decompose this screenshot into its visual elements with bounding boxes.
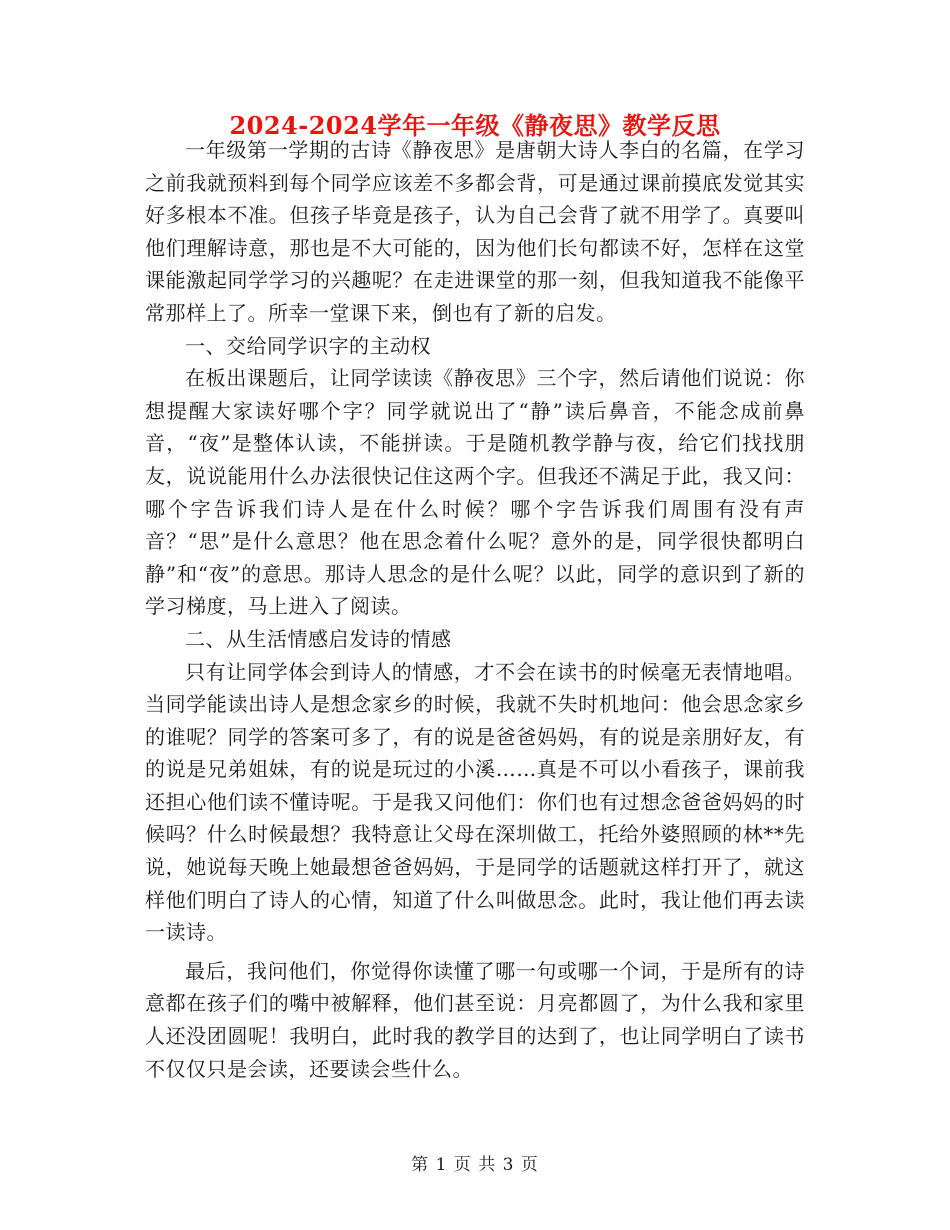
document-body — [145, 134, 805, 1085]
paragraph-conclusion: 最后，我问他们，你觉得你读懂了哪一句或哪一个词，于是所有的诗意都在孩子们的嘴中被解释，他们甚至说：月亮都圆了，为什么我和家里人还没团圆呢！我明白，此时我的教学目的达到了，也让同学明白了读书不仅仅只是会读，还要读会些什么。 — [145, 958, 805, 1081]
paragraph-section-1: 在板出课题后，让同学读读《静夜思》三个字，然后请他们说说：你想提醒大家读好哪个字？同学就说出了“静”读后鼻音，不能念成前鼻音，“夜”是整体认读，不能拼读。于是随机教学静与夜，给它们找找朋友，说说能用什么办法很快记住这两个字。但我还不满足于此，我又问：哪个字告诉我们诗人是在什么时候？哪个字告诉我们周围有没有声音？“思”是什么意思？他在思念着什么呢？意外的是，同学很快都明白静”和“夜”的意思。那诗人思念的是什么呢？以此，同学的意识到了新的学习梯度，马上进入了阅读。 — [145, 366, 805, 619]
document-title: 2024-2024学年一年级《静夜思》教学反思 — [229, 111, 721, 140]
paragraph-intro: 一年级第一学期的古诗《静夜思》是唐朝大诗人李白的名篇，在学习之前我就预料到每个同学应该差不多都会背，可是通过课前摸底发觉其实好多根本不准。但孩子毕竟是孩子，认为自己会背了就不用学了。真要叫他们理解诗意，那也是不大可能的，因为他们长句都读不好，怎样在这堂课能激起同学学习的兴趣呢？在走进课堂的那一刻，但我知道我不能像平常那样上了。所幸一堂课下来，倒也有了新的启发。 — [145, 138, 805, 325]
paragraph-section-2: 只有让同学体会到诗人的情感，才不会在读书的时候毫无表情地唱。当同学能读出诗人是想念家乡的时候，我就不失时机地问：他会思念家乡的谁呢？同学的答案可多了，有的说是爸爸妈妈，有的说是亲朋好友，有的说是兄弟姐妹，有的说是玩过的小溪……真是不可以小看孩子，课前我还担心他们读不懂诗呢。于是我又问他们：你们也有过想念爸爸妈妈的时候吗？什么时候最想？我特意让父母在深圳做工，托给外婆照顾的林**先说，她说每天晚上她最想爸爸妈妈，于是同学的话题就这样打开了，就这样他们明白了诗人的心情，知道了什么叫做思念。此时，我让他们再去读一读诗。 — [145, 659, 805, 945]
section-heading-2: 二、从生活情感启发诗的情感 — [185, 626, 452, 651]
page-footer: 第 1 页 共 3 页 — [411, 1155, 539, 1175]
section-heading-1: 一、交给同学识字的主动权 — [185, 333, 431, 358]
